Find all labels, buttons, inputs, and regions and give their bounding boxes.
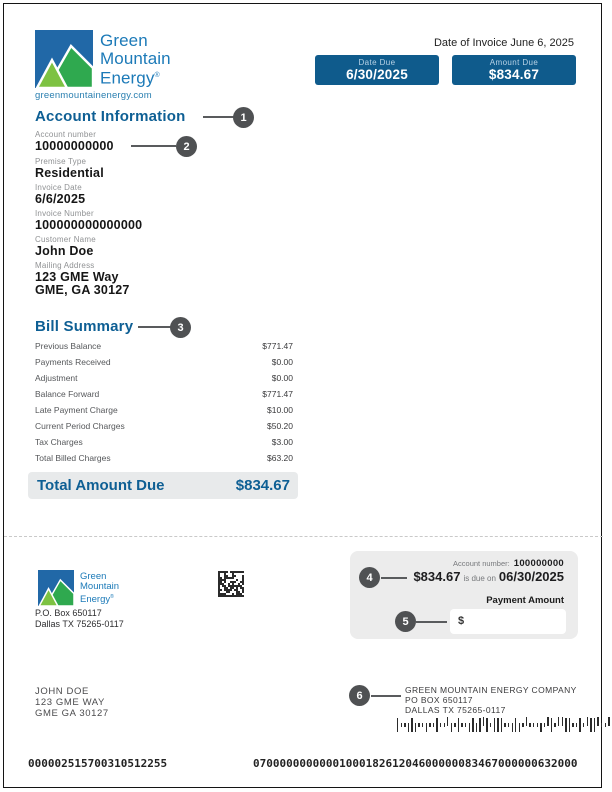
bill-summary-row bbox=[35, 405, 293, 421]
account-number-value: 10000000000 bbox=[35, 139, 114, 153]
callout-2-line bbox=[131, 145, 176, 147]
bill-summary-row bbox=[35, 389, 293, 405]
bill-summary-row bbox=[35, 357, 293, 373]
stub-account-line bbox=[370, 558, 564, 569]
bill-row-value: $3.00 bbox=[271, 437, 293, 447]
bill-row-value: $0.00 bbox=[271, 357, 293, 367]
addressee-line3: GME GA 30127 bbox=[35, 708, 109, 719]
account-number-label: Account number bbox=[35, 130, 97, 139]
mailing-address-line1: 123 GME Way bbox=[35, 270, 119, 284]
callout-5-line bbox=[416, 621, 447, 623]
mailing-address-label: Mailing Address bbox=[35, 261, 95, 270]
bill-row-value: $771.47 bbox=[262, 389, 293, 399]
bill-row-label: Payments Received bbox=[35, 357, 111, 367]
bill-row-label: Tax Charges bbox=[35, 437, 83, 447]
total-amount-due-row bbox=[28, 472, 298, 499]
bill-row-value: $0.00 bbox=[271, 373, 293, 383]
po-box-block bbox=[35, 608, 124, 629]
callout-6-badge: 6 bbox=[349, 685, 370, 706]
bill-row-label: Late Payment Charge bbox=[35, 405, 118, 415]
payment-amount-label: Payment Amount bbox=[486, 595, 564, 606]
brand-line3: Energy® bbox=[100, 68, 160, 88]
callout-5-badge: 5 bbox=[395, 611, 416, 632]
bill-summary-row bbox=[35, 421, 293, 437]
bill-summary-row bbox=[35, 437, 293, 453]
invoice-date-value: 6/6/2025 bbox=[35, 192, 86, 206]
callout-6-line bbox=[371, 695, 401, 697]
account-information-title: Account Information bbox=[35, 108, 186, 125]
stub-amount-due: $834.67 bbox=[413, 569, 461, 584]
remit-to-block bbox=[405, 685, 577, 715]
scanline-right: 0700000000000100018261204600000083467000000632000 bbox=[253, 757, 578, 770]
remit-to-line3: DALLAS TX 75265-0117 bbox=[405, 705, 506, 715]
callout-1-line bbox=[203, 116, 235, 118]
perforation-line bbox=[4, 536, 603, 537]
bill-row-value: $771.47 bbox=[262, 341, 293, 351]
bill-summary-row bbox=[35, 341, 293, 357]
brand-line2: Mountain bbox=[100, 48, 171, 68]
mailing-address-line2: GME, GA 30127 bbox=[35, 283, 130, 297]
premise-type-value: Residential bbox=[35, 166, 104, 180]
bill-row-label: Total Billed Charges bbox=[35, 453, 111, 463]
date-due-value: 6/30/2025 bbox=[346, 67, 408, 82]
invoice-number-label: Invoice Number bbox=[35, 209, 94, 218]
bill-row-label: Adjustment bbox=[35, 373, 78, 383]
payment-amount-input[interactable] bbox=[450, 609, 566, 634]
po-box-line1: P.O. Box 650117 bbox=[35, 608, 102, 618]
brand-wordmark bbox=[100, 32, 171, 87]
invoice-date-label: Invoice Date bbox=[35, 183, 82, 192]
addressee-line2: 123 GME WAY bbox=[35, 697, 105, 708]
callout-3-line bbox=[138, 326, 172, 328]
total-amount-due-label: Total Amount Due bbox=[37, 477, 165, 494]
gme-logo-icon bbox=[35, 30, 93, 93]
bill-summary-title: Bill Summary bbox=[35, 318, 134, 335]
callout-1-badge: 1 bbox=[233, 107, 254, 128]
remit-to-line2: PO BOX 650117 bbox=[405, 695, 473, 705]
callout-3-badge: 3 bbox=[170, 317, 191, 338]
po-box-line2: Dallas TX 75265-0117 bbox=[35, 618, 124, 629]
bill-row-value: $63.20 bbox=[267, 453, 293, 463]
bill-row-value: $50.20 bbox=[267, 421, 293, 431]
bill-summary-row bbox=[35, 453, 293, 469]
registered-mark-icon: ® bbox=[154, 72, 160, 79]
currency-symbol: $ bbox=[458, 615, 465, 627]
stub-due-date: 06/30/2025 bbox=[498, 569, 564, 584]
customer-name-label: Customer Name bbox=[35, 235, 96, 244]
brand-line1: Green bbox=[100, 31, 148, 50]
invoice-date-line: Date of Invoice June 6, 2025 bbox=[433, 37, 574, 49]
addressee-block bbox=[35, 686, 109, 719]
stub-due-connector: is due on bbox=[463, 574, 496, 583]
bill-row-label: Balance Forward bbox=[35, 389, 100, 399]
callout-4-badge: 4 bbox=[359, 567, 380, 588]
stub-brand-wordmark: Green Mountain Energy® bbox=[80, 571, 120, 606]
bill-summary-row bbox=[35, 373, 293, 389]
date-due-box bbox=[315, 55, 439, 85]
stub-account-number-label: Account number: bbox=[453, 559, 510, 568]
bill-summary-table bbox=[35, 341, 293, 469]
datamatrix-code-icon bbox=[218, 571, 244, 597]
invoice-number-value: 100000000000000 bbox=[35, 218, 143, 232]
gme-logo-small-icon bbox=[38, 570, 74, 611]
callout-4-line bbox=[381, 577, 407, 579]
amount-due-value: $834.67 bbox=[488, 67, 540, 82]
addressee-line1: JOHN DOE bbox=[35, 686, 89, 697]
total-amount-due-value: $834.67 bbox=[235, 477, 290, 494]
bill-row-label: Current Period Charges bbox=[35, 421, 125, 431]
callout-2-badge: 2 bbox=[176, 136, 197, 157]
registered-mark-icon: ® bbox=[110, 594, 114, 601]
remit-to-line1: GREEN MOUNTAIN ENERGY COMPANY bbox=[405, 685, 577, 695]
scanline-left: 000002515700310512255 bbox=[28, 757, 168, 770]
amount-due-label: Amount Due bbox=[489, 58, 539, 67]
premise-type-label: Premise Type bbox=[35, 157, 87, 166]
bill-row-value: $10.00 bbox=[267, 405, 293, 415]
stub-account-number-value: 100000000 bbox=[513, 558, 564, 569]
amount-due-box bbox=[452, 55, 576, 85]
customer-name-value: John Doe bbox=[35, 244, 94, 258]
bill-row-label: Previous Balance bbox=[35, 341, 102, 351]
website-link: greenmountainenergy.com bbox=[35, 90, 152, 101]
intelligent-mail-barcode-icon bbox=[397, 717, 612, 732]
date-due-label: Date Due bbox=[358, 58, 396, 67]
